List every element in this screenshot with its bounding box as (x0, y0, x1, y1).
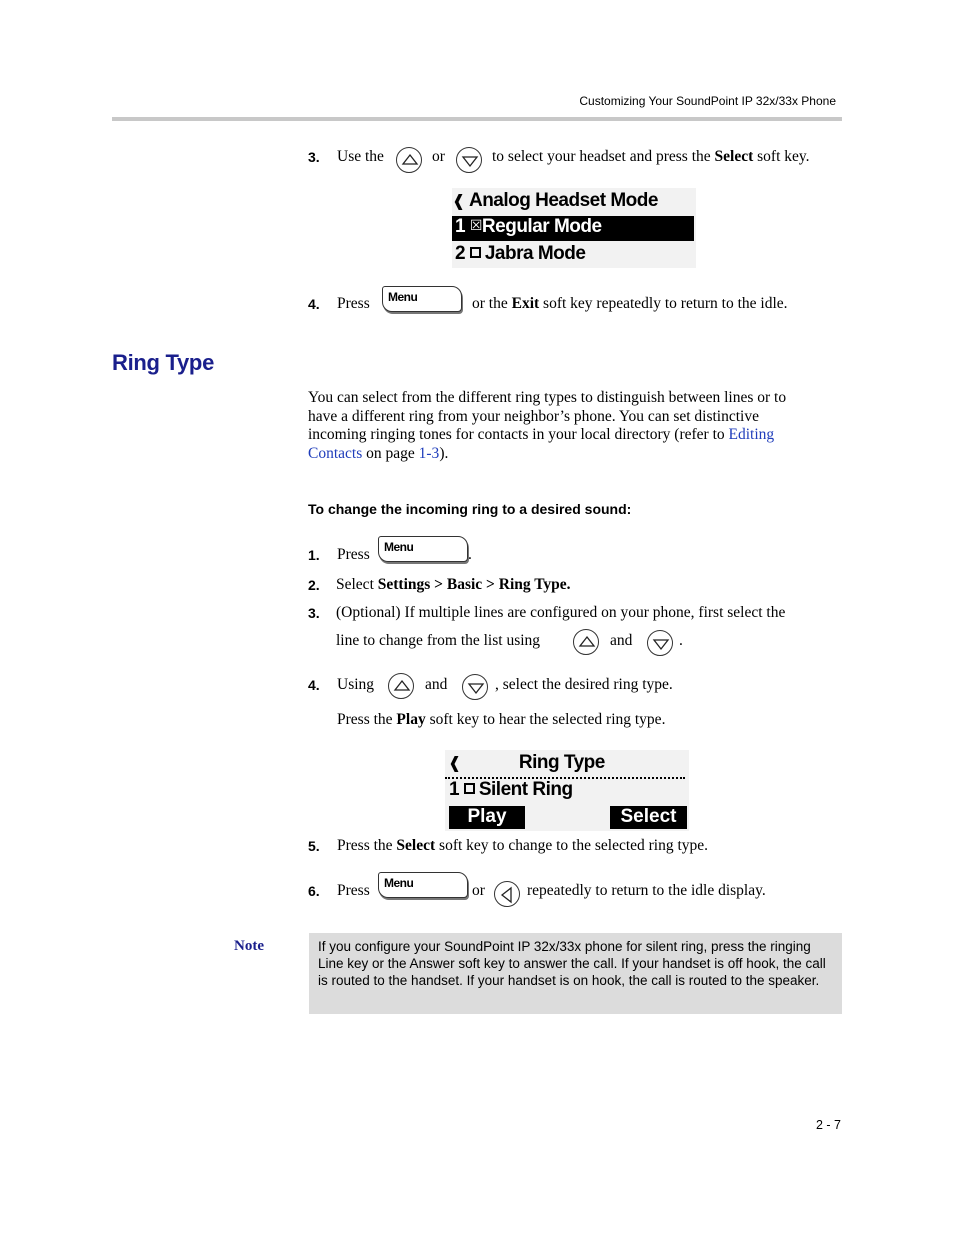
left-arrow-key-icon (494, 881, 520, 907)
step-text: or (472, 882, 485, 899)
step-text: Press the Select soft key to change to the selected ring type. (337, 837, 709, 854)
up-arrow-key-icon (396, 147, 422, 173)
intro-line: You can select from the different ring types to distinguish between lines or to (308, 389, 787, 406)
checked-box-icon: ☒ (469, 217, 482, 233)
note-box: If you configure your SoundPoint IP 32x/33x phone for silent ring, press the ringing Line key or the Answer soft key to answer the call. If your handset is off hook, the call is routed to the handset. If your handset is on hook, the call is routed to the speaker. (309, 933, 842, 1014)
step-text: . (468, 546, 472, 563)
step-text: Press (337, 295, 370, 312)
step-text: to select your headset and press the Select soft key. (492, 148, 810, 165)
step-text: and (425, 676, 448, 693)
page-ref-link[interactable]: 1-3 (418, 444, 440, 462)
handset-icon: ❰ (452, 193, 465, 210)
step-text: Press (337, 546, 370, 563)
page-number: 2 - 7 (815, 1118, 841, 1132)
editing-contacts-link[interactable]: Editing (728, 426, 775, 443)
step-text: Using (337, 676, 375, 693)
section-heading: Ring Type (112, 350, 215, 375)
step-number: 6. (308, 883, 320, 899)
phone-screen-ring-type (445, 750, 689, 831)
up-arrow-key-icon (573, 629, 599, 655)
screen-item: 2 Jabra Mode (455, 243, 586, 264)
step-text: (Optional) If multiple lines are configured on your phone, first select the (336, 604, 786, 621)
step-number: 3. (308, 605, 320, 621)
step-number: 3. (308, 149, 320, 165)
screen-title: ❰ Analog Headset Mode (452, 190, 658, 211)
menu-key-icon: Menu (382, 286, 462, 312)
play-softkey: Play (449, 806, 525, 829)
screen-item: 1 Silent Ring (449, 779, 573, 800)
menu-key-icon: Menu (378, 872, 468, 898)
step-text: repeatedly to return to the idle display. (527, 882, 766, 899)
header-rule (112, 117, 842, 121)
intro-paragraph (308, 389, 848, 463)
down-arrow-key-icon (456, 147, 482, 173)
step-text: . (679, 632, 683, 649)
step-text: Press (337, 882, 370, 899)
step-text: or the Exit soft key repeatedly to return to the idle. (472, 295, 788, 312)
checkbox-icon (464, 783, 475, 794)
procedure-title: To change the incoming ring to a desired sound: (308, 501, 632, 517)
step-number: 4. (308, 677, 320, 693)
step-text: Use the (337, 148, 384, 165)
step-subtext: Press the Play soft key to hear the selected ring type. (337, 711, 666, 728)
up-arrow-key-icon (388, 673, 414, 699)
step-text: , select the desired ring type. (495, 676, 673, 693)
step-text: or (432, 148, 445, 165)
step-text: and (610, 632, 633, 649)
step-text: Select Settings > Basic > Ring Type. (336, 576, 571, 593)
select-softkey: Select (610, 806, 687, 829)
step-text: line to change from the list using (336, 632, 541, 649)
intro-line: Contacts on page 1-3). (308, 444, 449, 462)
step-number: 5. (308, 838, 320, 854)
editing-contacts-link-cont[interactable]: Contacts (308, 444, 363, 462)
step-number: 4. (308, 296, 320, 312)
menu-key-icon: Menu (378, 536, 468, 562)
down-arrow-key-icon (462, 674, 488, 700)
down-arrow-key-icon (647, 630, 673, 656)
handset-icon: ❰ (448, 755, 461, 772)
step-number: 1. (308, 547, 320, 563)
screen-title: ❰ Ring Type (445, 752, 685, 779)
intro-line: have a different ring from your neighbor’s phone. You can set distinctive (308, 407, 759, 425)
running-header: Customizing Your SoundPoint IP 32x/33x Phone (579, 94, 836, 108)
checkbox-icon (470, 247, 481, 258)
phone-screen-headset-mode (452, 188, 696, 268)
step-number: 2. (308, 577, 320, 593)
note-label: Note (234, 938, 264, 954)
intro-line: incoming ringing tones for contacts in your local directory (refer to Editing (308, 426, 775, 443)
screen-item-selected: 1 ☒Regular Mode (452, 216, 694, 241)
